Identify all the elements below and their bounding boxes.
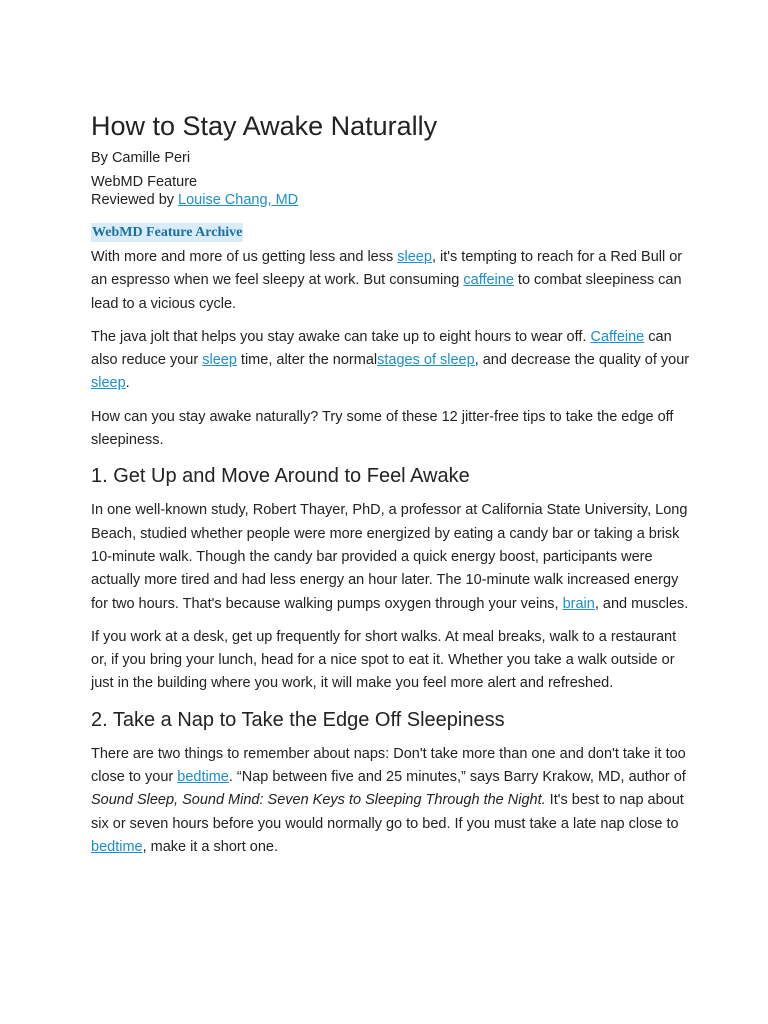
stages-of-sleep-link[interactable]: stages of sleep <box>377 352 475 369</box>
text: to combat sleepiness can lead to a vicious cycle. <box>91 272 682 312</box>
text: With more and more of us getting less and less <box>91 249 398 265</box>
reviewed-by <box>91 191 691 209</box>
feature-label: WebMD Feature <box>91 174 198 190</box>
book-title: Sound Sleep, Sound Mind: Seven Keys to Sleeping Through the Night. <box>91 792 546 809</box>
caffeine-link[interactable]: caffeine <box>463 272 514 289</box>
section-1-heading: 1. Get Up and Move Around to Feel Awake <box>91 465 470 488</box>
feature-archive-link[interactable]: WebMD Feature Archive <box>92 225 243 240</box>
sleep-link[interactable]: sleep <box>202 352 237 369</box>
brain-link[interactable]: brain <box>562 595 595 612</box>
bedtime-link[interactable]: bedtime <box>91 838 143 855</box>
caffeine-link[interactable]: Caffeine <box>590 328 645 345</box>
article <box>91 108 691 859</box>
section-1-paragraph-1 <box>91 499 691 615</box>
author-byline: By Camille Peri <box>91 150 191 166</box>
text: , it's tempting to reach for a Red Bull or an espresso when we feel sleepy at work. But consuming <box>91 249 683 289</box>
section-2-paragraph-1 <box>91 743 691 859</box>
sleep-link[interactable]: sleep <box>397 249 432 265</box>
section-2-heading: 2. Take a Nap to Take the Edge Off Sleepiness <box>91 708 505 731</box>
text: time, alter the normal <box>236 352 378 369</box>
text: , make it a short one. <box>142 838 278 855</box>
text: The java jolt that helps you stay awake can take up to eight hours to wear off. <box>91 328 591 345</box>
text: , and muscles. <box>594 595 689 612</box>
reviewer-link[interactable]: Louise Chang, MD <box>178 192 299 208</box>
text: can also reduce your <box>91 328 672 369</box>
intro-paragraph-1 <box>91 246 691 316</box>
text: It's best to nap about six or seven hours before you would normally go to bed. If you must take a late nap close to <box>91 792 684 832</box>
section-1-paragraph-2: If you work at a desk, get up frequently for short walks. At meal breaks, walk to a restaurant or, if you bring your lunch, head for a nice spot to eat it. Whether you take a walk outside or just in the building where you work, it will make you feel more alert and refreshed. <box>91 628 677 692</box>
intro-paragraph-2 <box>91 326 691 396</box>
reviewed-prefix: Reviewed by <box>91 192 179 208</box>
text: In one well-known study, Robert Thayer, PhD, a professor at California State University, Long Beach, studied whether people were more energized by eating a candy bar or taking a brisk 10-minute walk. Though the candy bar provided a quick energy boost, participants were actually more tired and had less energy an hour later. The 10-minute walk increased energy for two hours. That's because walking pumps oxygen through your veins, <box>91 502 688 612</box>
article-title: How to Stay Awake Naturally <box>91 111 438 141</box>
text: There are two things to remember about naps: Don't take more than one and don't take it too close to your <box>91 745 686 786</box>
text: , and decrease the quality of your <box>474 352 690 369</box>
text: . “Nap between five and 25 minutes,” says Barry Krakow, MD, author of <box>228 769 686 786</box>
intro-paragraph-3: How can you stay awake naturally? Try some of these 12 jitter-free tips to take the edge off sleepiness. <box>91 408 674 449</box>
text: . <box>125 375 130 392</box>
sleep-link[interactable]: sleep <box>91 375 126 392</box>
bedtime-link[interactable]: bedtime <box>177 769 229 786</box>
